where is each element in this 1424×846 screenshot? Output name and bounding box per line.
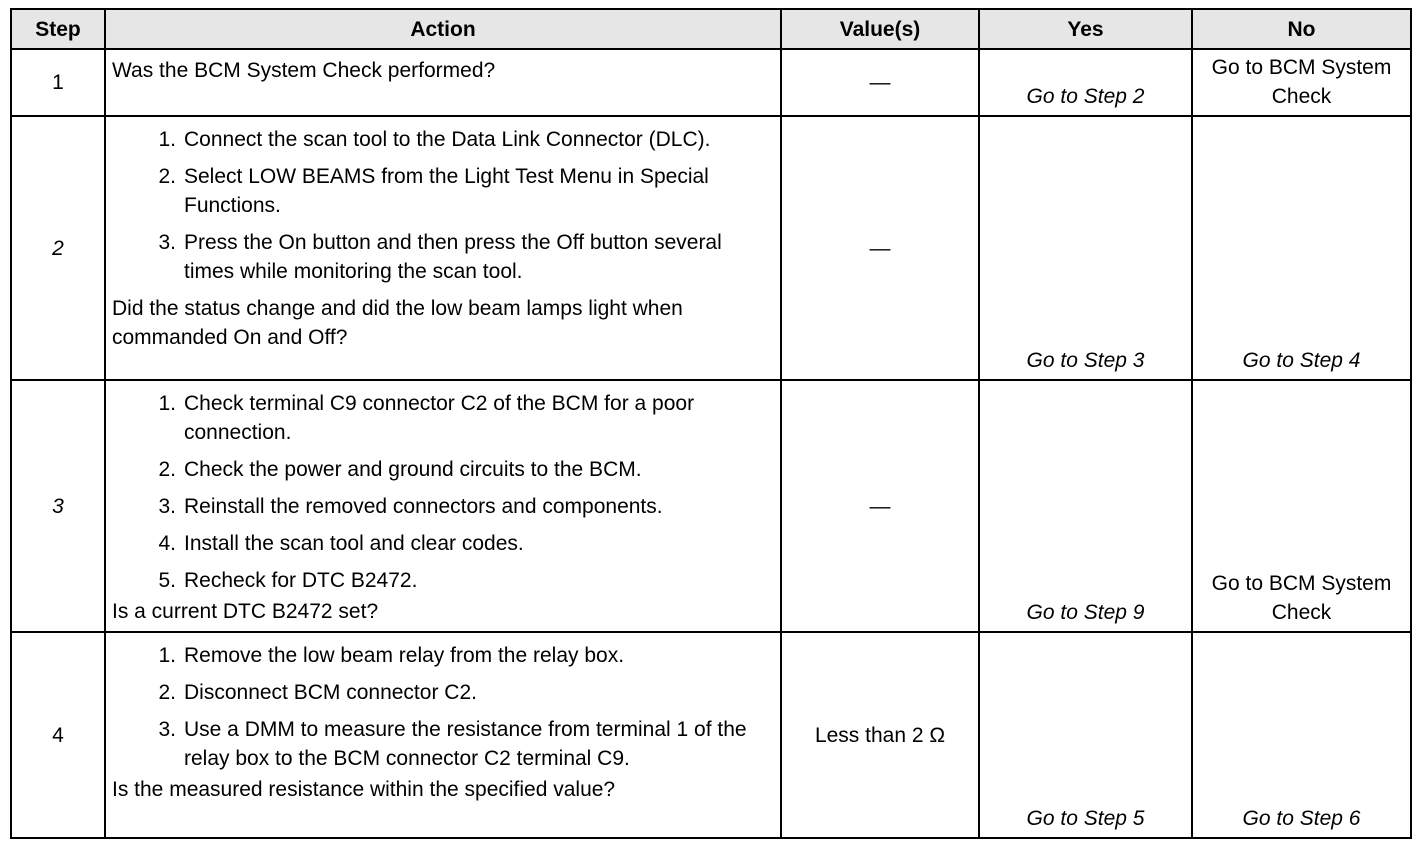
action-steps (112, 389, 768, 595)
list-item: 3. Reinstall the removed connectors and components. (158, 495, 663, 518)
step-number: 4 (11, 632, 105, 838)
header-values: Value(s) (781, 9, 979, 49)
action-question: Is a current DTC B2472 set? (112, 600, 379, 623)
value-cell: — (781, 116, 979, 380)
header-step: Step (11, 9, 105, 49)
action-question: Was the BCM System Check performed? (112, 59, 496, 82)
list-item: 2. Disconnect BCM connector C2. (158, 681, 477, 704)
table-row-step-3 (11, 380, 1411, 632)
header-action: Action (105, 9, 781, 49)
list-item: 3. Use a DMM to measure the resistance from terminal 1 of the relay box to the BCM connector C2 terminal C9. (158, 718, 747, 770)
value-cell: Less than 2 Ω (781, 632, 979, 838)
step-number: 1 (11, 49, 105, 116)
step-number: 3 (11, 380, 105, 632)
list-item: 2. Select LOW BEAMS from the Light Test Menu in Special Functions. (158, 165, 709, 217)
yes-cell: Go to Step 9 (979, 380, 1192, 632)
header-row (11, 9, 1411, 49)
list-item: 1. Check terminal C9 connector C2 of the BCM for a poor connection. (158, 392, 695, 444)
diagnostic-table (10, 8, 1412, 839)
action-question: Is the measured resistance within the specified value? (112, 778, 616, 801)
no-cell: Go to Step 6 (1192, 632, 1411, 838)
list-item: 3. Press the On button and then press the Off button several times while monitoring the scan tool. (158, 231, 722, 283)
list-item: 4. Install the scan tool and clear codes. (158, 532, 524, 555)
action-cell (105, 380, 781, 632)
table-row-step-1 (11, 49, 1411, 116)
no-cell: Go to BCM System Check (1192, 380, 1411, 632)
yes-cell: Go to Step 5 (979, 632, 1192, 838)
action-steps (112, 641, 768, 773)
action-cell (105, 116, 781, 380)
action-cell (105, 49, 781, 116)
step-number: 2 (11, 116, 105, 380)
no-cell: Go to BCM System Check (1192, 49, 1411, 116)
list-item: 2. Check the power and ground circuits to the BCM. (158, 458, 642, 481)
table-row-step-2 (11, 116, 1411, 380)
list-item: 1. Remove the low beam relay from the relay box. (158, 644, 625, 667)
action-cell (105, 632, 781, 838)
table-row-step-4 (11, 632, 1411, 838)
yes-cell: Go to Step 3 (979, 116, 1192, 380)
value-cell: — (781, 380, 979, 632)
list-item: 5. Recheck for DTC B2472. (158, 569, 418, 592)
yes-cell: Go to Step 2 (979, 49, 1192, 116)
no-cell: Go to Step 4 (1192, 116, 1411, 380)
header-yes: Yes (979, 9, 1192, 49)
action-question: Did the status change and did the low beam lamps light when commanded On and Off? (112, 297, 683, 349)
action-steps (112, 125, 768, 286)
value-cell: — (781, 49, 979, 116)
list-item: 1. Connect the scan tool to the Data Link Connector (DLC). (158, 128, 711, 151)
header-no: No (1192, 9, 1411, 49)
